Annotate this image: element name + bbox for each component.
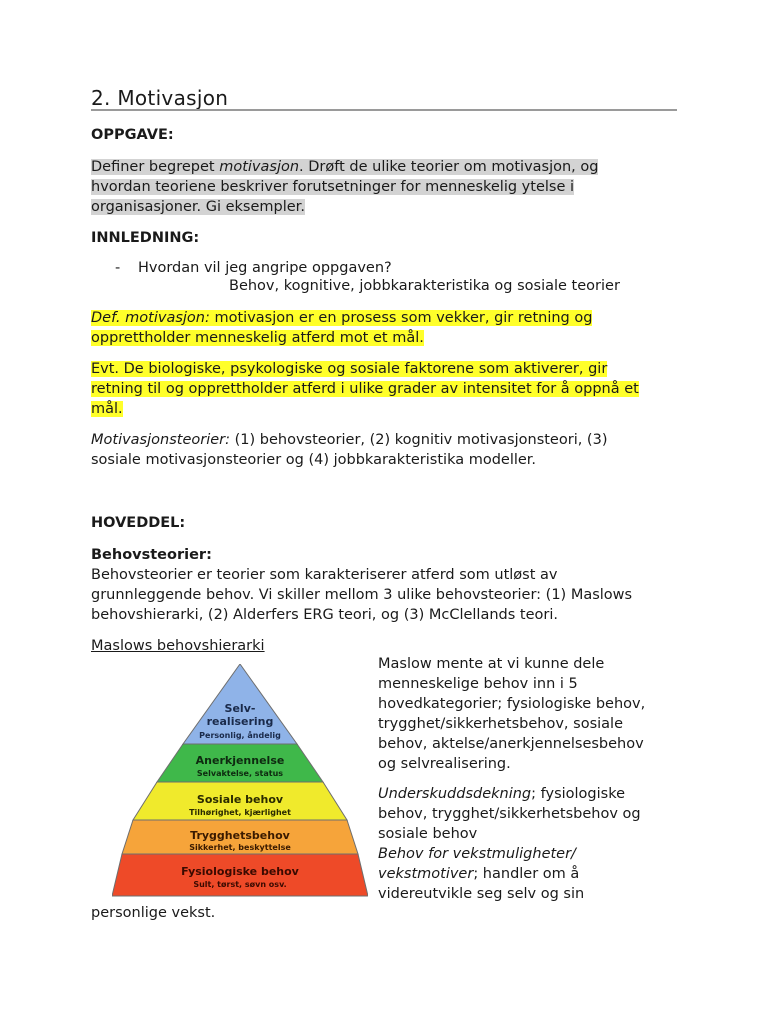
maslow-paragraph: Maslow mente at vi kunne dele menneskelige behov inn i 5 hovedkategorier; fysiologiske behov, trygghet/sikkerhetsbehov, sosiale behov, aktelse/anerkjennelsesbehov og selvrealisering. <box>378 656 646 772</box>
innledning-label: INNLEDNING: <box>91 230 200 246</box>
level-1-sub: Personlig, åndelig <box>199 731 281 740</box>
alternative-definition: Evt. De biologiske, psykologiske og sosiale faktorene som aktiverer, gir retning til og opprettholder atferd i ulike grader av intensitet for å oppnå et mål. <box>91 361 639 417</box>
level-5-title: Fysiologiske behov <box>181 865 299 878</box>
bullet-dash: - <box>115 260 121 276</box>
hoveddel-label: HOVEDDEL: <box>91 515 186 531</box>
level-3-title: Sosiale behov <box>196 793 284 806</box>
needs-categories: Underskuddsdekning; fysiologiske behov, trygghet/sikkerhetsbehov og sosiale behov Behov for vekstmuligheter/ vekstmotiver; handler om å videreutvikle seg selv og sin <box>378 786 641 902</box>
level-4-sub: Sikkerhet, beskyttelse <box>189 843 291 852</box>
behovsteorier-text: Behovsteorier er teorier som karakteriserer atferd som utløst av grunnleggende behov. Vi skiller mellom 3 ulike behovsteorier: (1) Maslows behovshierarki, (2) Alderfers ERG teori, og (3) McClellands teori. <box>91 567 633 623</box>
wrap-line: personlige vekst. <box>91 905 216 921</box>
section-heading: 2. Motivasjon <box>91 86 229 110</box>
level-3-sub: Tilhørighet, kjærlighet <box>189 808 291 817</box>
behovsteorier-label: Behovsteorier: <box>91 547 212 563</box>
oppgave-text: Definer begrepet motivasjon. Drøft de ulike teorier om motivasjon, og hvordan teoriene beskriver forutsetninger for menneskelig ytelse i organisasjoner. Gi eksempler. <box>91 159 599 215</box>
bullet-text: Hvordan vil jeg angripe oppgaven? <box>138 260 392 276</box>
level-4-title: Trygghetsbehov <box>190 829 290 842</box>
level-2-sub: Selvaktelse, status <box>196 769 284 778</box>
motivation-theories: Motivasjonsteorier: (1) behovsteorier, (2) kognitiv motivasjonsteori, (3) sosiale motivasjonsteorier og (4) jobbkarakteristika modeller. <box>91 432 608 468</box>
bullet-subtext: Behov, kognitive, jobbkarakteristika og sosiale teorier <box>229 278 620 294</box>
level-1-title-b: realisering <box>206 715 274 728</box>
oppgave-label: OPPGAVE: <box>91 127 174 143</box>
maslow-title: Maslows behovshierarki <box>91 638 265 654</box>
definition-paragraph: Def. motivasjon: motivasjon er en prosess som vekker, gir retning og opprettholder menneskelig atferd mot et mål. <box>91 310 593 346</box>
level-5-sub: Sult, tørst, søvn osv. <box>193 880 287 889</box>
level-2-title: Anerkjennelse <box>195 754 285 767</box>
level-1-title-a: Selv- <box>224 702 256 715</box>
heading-rule <box>91 109 677 111</box>
maslow-pyramid <box>112 664 368 900</box>
